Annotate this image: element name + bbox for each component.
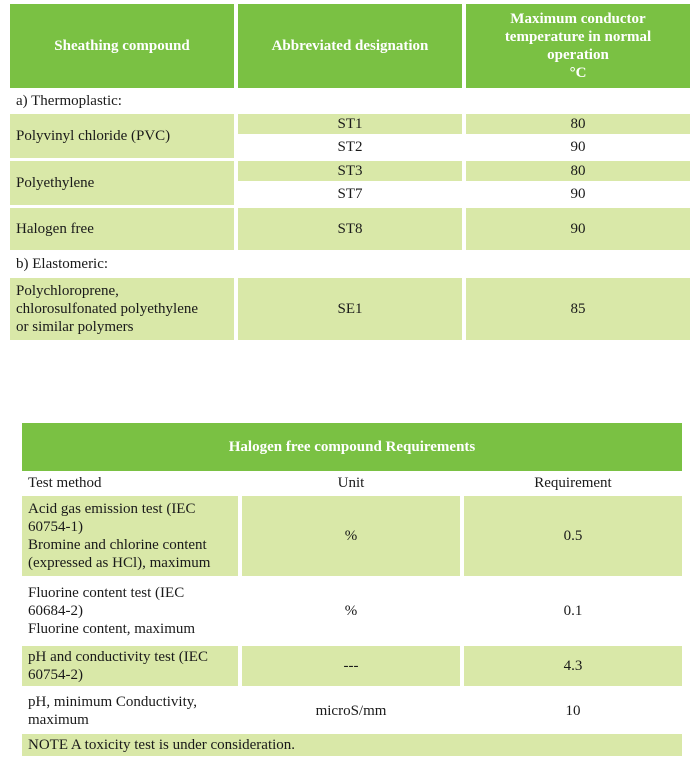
designation-se1: SE1 — [238, 278, 462, 340]
temp-st8: 90 — [466, 208, 690, 250]
requirement-ph-minimum: 10 — [565, 703, 581, 719]
temp-st7: 90 — [570, 186, 586, 202]
method-acid-gas: Acid gas emission test (IEC 60754-1) Bromine and chlorine content (expressed as HCl), maximum — [22, 496, 238, 576]
header-requirement: Requirement — [534, 475, 612, 491]
compound-halogen-free: Halogen free — [10, 208, 234, 250]
compound-polyethylene: Polyethylene — [10, 161, 234, 205]
header-test-method: Test method — [28, 475, 102, 491]
unit-acid-gas: % — [242, 496, 460, 576]
designation-st8: ST8 — [238, 208, 462, 250]
temp-se1: 85 — [466, 278, 690, 340]
compound-pvc: Polyvinyl chloride (PVC) — [10, 114, 234, 158]
temp-st3: 80 — [466, 161, 690, 181]
header-max-conductor-temp: Maximum conductor temperature in normal operation °C — [466, 4, 690, 88]
method-ph-conductivity: pH and conductivity test (IEC 60754-2) — [22, 646, 238, 686]
designation-st2: ST2 — [337, 139, 363, 155]
requirement-ph-conductivity: 4.3 — [464, 646, 682, 686]
unit-ph-conductivity: --- — [242, 646, 460, 686]
temp-st2: 90 — [570, 139, 586, 155]
method-fluorine: Fluorine content test (IEC 60684-2) Fluorine content, maximum — [28, 585, 196, 637]
header-abbreviated-designation: Abbreviated designation — [238, 4, 462, 88]
unit-ph-minimum: microS/mm — [315, 703, 387, 719]
table2-title: Halogen free compound Requirements — [22, 423, 682, 471]
section-thermoplastic: a) Thermoplastic: — [16, 93, 122, 109]
method-ph-minimum: pH, minimum Conductivity, maximum — [28, 694, 198, 728]
compound-polychloroprene: Polychloroprene, chlorosulfonated polyethylene or similar polymers — [10, 278, 234, 340]
header-sheathing-compound: Sheathing compound — [10, 4, 234, 88]
designation-st1: ST1 — [238, 114, 462, 134]
temp-st1: 80 — [466, 114, 690, 134]
requirement-fluorine: 0.1 — [563, 603, 583, 619]
section-elastomeric: b) Elastomeric: — [16, 256, 109, 272]
table2-note: NOTE A toxicity test is under consideration. — [22, 734, 682, 756]
designation-st3: ST3 — [238, 161, 462, 181]
requirement-acid-gas: 0.5 — [464, 496, 682, 576]
designation-st7: ST7 — [337, 186, 363, 202]
header-unit: Unit — [337, 475, 365, 491]
unit-fluorine: % — [344, 603, 358, 619]
